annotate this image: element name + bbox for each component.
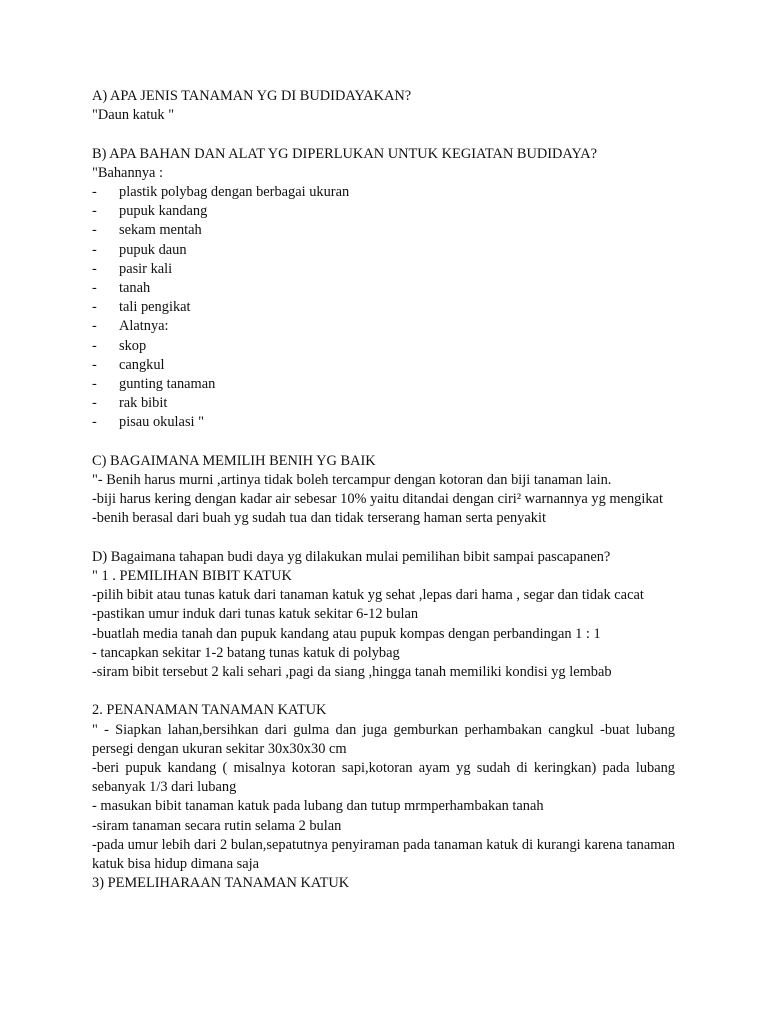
bullet-dash: - xyxy=(92,318,97,335)
step2-paragraph: " - Siapkan lahan,bersihkan dari gulma dan juga gemburkan perhambakan cangkul -buat lubang persegi dengan ukuran sekitar 30x30x30 cm xyxy=(92,721,679,757)
section-d-heading: D) Bagaimana tahapan budi daya yg dilakukan mulai pemilihan bibit sampai pascapanen? xyxy=(92,548,611,565)
list-item xyxy=(92,317,675,336)
step2-paragraph: -siram tanaman secara rutin selama 2 bulan xyxy=(92,817,342,834)
step1-paragraph: -siram bibit tersebut 2 kali sehari ,pagi da siang ,hingga tanah memiliki kondisi yg lembab xyxy=(92,664,612,681)
list-item xyxy=(92,260,675,279)
list-item-text: tali pengikat xyxy=(119,299,191,316)
bullet-dash: - xyxy=(92,184,97,200)
bullet-dash: - xyxy=(92,299,97,316)
list-item xyxy=(92,202,675,221)
bullet-dash: - xyxy=(92,203,97,220)
section-c-paragraph: -benih berasal dari buah yg sudah tua dan tidak terserang haman serta penyakit xyxy=(92,510,546,527)
bullet-dash: - xyxy=(92,337,97,354)
step1-paragraph: -pilih bibit atau tunas katuk dari tanaman katuk yg sehat ,lepas dari hama , segar dan tidak cacat xyxy=(92,587,644,604)
bullet-dash: - xyxy=(92,280,97,297)
document-page xyxy=(92,87,679,893)
list-item xyxy=(92,337,675,356)
section-c-paragraph: -biji harus kering dengan kadar air sebesar 10% yaitu ditandai dengan ciri² warnannya yg mengikat xyxy=(92,491,663,508)
bullet-dash: - xyxy=(92,356,97,373)
step2-paragraph: - masukan bibit tanaman katuk pada lubang dan tutup mrmperhambakan tanah xyxy=(92,798,544,815)
list-item xyxy=(92,375,675,394)
list-item-text: Alatnya: xyxy=(119,318,169,335)
list-item xyxy=(92,394,675,413)
spacer xyxy=(92,529,675,548)
list-item xyxy=(92,413,675,432)
section-c-paragraph: "- Benih harus murni ,artinya tidak boleh tercampur dengan kotoran dan biji tanaman lain. xyxy=(92,472,612,489)
section-c-heading: C) BAGAIMANA MEMILIH BENIH YG BAIK xyxy=(92,452,376,469)
list-item-text: pisau okulasi " xyxy=(119,414,205,431)
step1-paragraph: - tancapkan sekitar 1-2 batang tunas katuk di polybag xyxy=(92,644,400,661)
step2-paragraph: -pada umur lebih dari 2 bulan,sepatutnya penyiraman pada tanaman katuk di kurangi karena tanaman katuk bisa hidup dimana saja xyxy=(92,836,679,873)
bullet-dash: - xyxy=(92,414,97,431)
list-item xyxy=(92,356,675,375)
spacer xyxy=(92,433,675,452)
section-a-heading: A) APA JENIS TANAMAN YG DI BUDIDAYAKAN? xyxy=(92,88,412,104)
step1-title: " 1 . PEMILIHAN BIBIT KATUK xyxy=(92,568,292,585)
section-a-answer: "Daun katuk " xyxy=(92,107,175,124)
step2-paragraph: -beri pupuk kandang ( misalnya kotoran sapi,kotoran ayam yg sudah di keringkan) pada lubang sebanyak 1/3 dari lubang xyxy=(92,760,679,796)
list-item-text: gunting tanaman xyxy=(119,376,216,393)
bullet-dash: - xyxy=(92,222,97,239)
bullet-dash: - xyxy=(92,395,97,412)
list-item-text: cangkul xyxy=(119,356,165,373)
section-b-heading: B) APA BAHAN DAN ALAT YG DIPERLUKAN UNTUK KEGIATAN BUDIDAYA? xyxy=(92,145,598,162)
list-item-text: plastik polybag dengan berbagai ukuran xyxy=(119,184,350,200)
list-item-text: pupuk kandang xyxy=(119,203,208,220)
bullet-dash: - xyxy=(92,260,97,277)
list-item xyxy=(92,183,675,202)
list-item-text: pasir kali xyxy=(119,260,173,277)
list-item xyxy=(92,241,675,260)
list-item xyxy=(92,298,675,317)
list-item-text: sekam mentah xyxy=(119,222,202,239)
list-item xyxy=(92,221,675,240)
list-item-text: skop xyxy=(119,337,147,354)
list-item-text: rak bibit xyxy=(119,395,168,412)
list-item-text: pupuk daun xyxy=(119,241,187,258)
step1-paragraph: -buatlah media tanah dan pupuk kandang atau pupuk kompas dengan perbandingan 1 : 1 xyxy=(92,625,601,642)
list-item xyxy=(92,279,675,298)
step1-paragraph: -pastikan umur induk dari tunas katuk sekitar 6-12 bulan xyxy=(92,606,419,623)
spacer xyxy=(92,125,675,144)
materials-list xyxy=(92,183,675,433)
step3-title: 3) PEMELIHARAAN TANAMAN KATUK xyxy=(92,875,350,892)
spacer xyxy=(92,682,675,701)
bullet-dash: - xyxy=(92,376,97,393)
section-b-intro: "Bahannya : xyxy=(92,164,164,181)
list-item-text: tanah xyxy=(119,280,151,297)
step2-title: 2. PENANAMAN TANAMAN KATUK xyxy=(92,702,327,719)
bullet-dash: - xyxy=(92,241,97,258)
